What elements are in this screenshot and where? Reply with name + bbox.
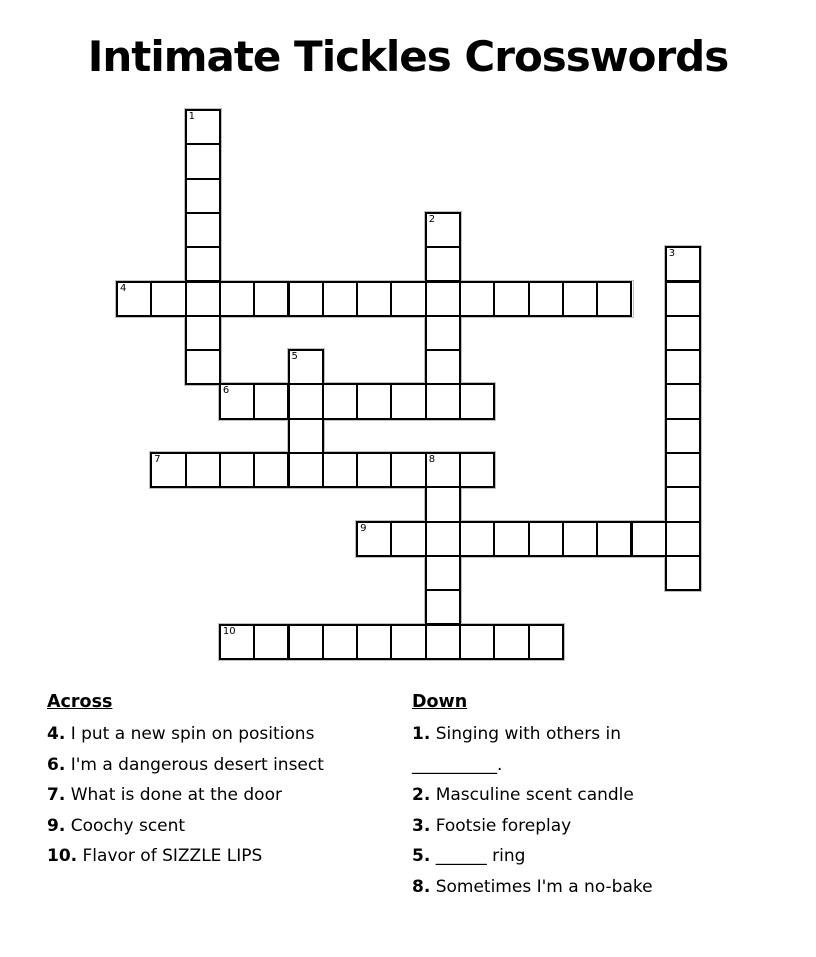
grid-cell[interactable] (528, 281, 564, 317)
clue-row (47, 719, 399, 750)
cell-number: 1 (188, 111, 195, 122)
grid-cell[interactable] (425, 315, 461, 351)
across-heading: Across (47, 692, 113, 712)
clue-text: Singing with others in __________. (412, 724, 621, 775)
clue-row (47, 780, 399, 811)
clue-row (412, 841, 690, 872)
clue-number: 4. (47, 724, 66, 744)
clue-text: ______ ring (430, 846, 526, 866)
grid-cell[interactable] (322, 281, 358, 317)
grid-cell[interactable] (356, 452, 392, 488)
grid-cell[interactable] (185, 246, 221, 282)
grid-cell[interactable] (425, 555, 461, 591)
grid-cell[interactable] (185, 452, 221, 488)
grid-cell[interactable] (390, 624, 426, 660)
grid-cell[interactable] (288, 418, 324, 454)
clue-text: Masculine scent candle (430, 785, 634, 805)
clue-text: Coochy scent (65, 815, 186, 836)
cell-number: 2 (428, 213, 436, 225)
grid-cell[interactable] (322, 383, 358, 419)
grid-cell[interactable] (288, 281, 324, 317)
grid-cell[interactable] (493, 281, 529, 317)
grid-cell[interactable] (185, 315, 221, 351)
grid-cell[interactable] (425, 246, 461, 282)
grid-cell[interactable] (185, 143, 221, 179)
clue-row (412, 811, 690, 842)
cell-number: 6 (222, 385, 230, 397)
grid-cell[interactable] (665, 418, 701, 454)
grid-cell[interactable] (528, 624, 564, 660)
grid-cell[interactable] (562, 281, 598, 317)
grid-cell[interactable] (356, 624, 392, 660)
grid-cell[interactable] (459, 452, 495, 488)
grid-cell[interactable] (459, 281, 495, 317)
grid-cell[interactable] (665, 452, 701, 488)
grid-cell[interactable] (665, 486, 701, 522)
grid-cell[interactable] (665, 315, 701, 351)
grid-cell[interactable] (631, 521, 667, 557)
clue-text: What is done at the door (65, 785, 282, 805)
clue-number: 6. (47, 754, 66, 775)
clue-row (412, 872, 690, 903)
grid-cell[interactable] (288, 383, 324, 419)
across-clues (47, 691, 399, 872)
clue-number: 3. (412, 815, 431, 836)
clue-row (47, 811, 399, 842)
down-heading: Down (412, 692, 468, 712)
grid-cell[interactable] (185, 212, 221, 248)
grid-cell[interactable] (665, 383, 701, 419)
clue-number: 8. (412, 876, 431, 897)
cell-number: 5 (291, 351, 298, 363)
grid-cell[interactable] (425, 624, 461, 660)
grid-cell[interactable] (253, 452, 289, 488)
grid-cell[interactable] (288, 452, 324, 488)
clue-row (412, 780, 690, 811)
clue-number: 5. (412, 846, 431, 866)
grid-cell[interactable] (665, 521, 701, 557)
grid-cell[interactable] (596, 281, 632, 317)
grid-cell[interactable] (493, 521, 529, 557)
clue-number: 1. (412, 724, 431, 744)
clue-text: I'm a dangerous desert insect (65, 754, 324, 775)
grid-cell[interactable] (425, 589, 461, 625)
grid-cell[interactable] (390, 521, 426, 557)
grid-cell[interactable] (288, 624, 324, 660)
grid-cell[interactable] (356, 281, 392, 317)
grid-cell[interactable] (425, 521, 461, 557)
clue-text: Flavor of SIZZLE LIPS (77, 846, 263, 866)
clue-row (412, 719, 690, 780)
grid-cell[interactable] (665, 281, 701, 317)
grid-cell[interactable] (322, 452, 358, 488)
grid-cell[interactable] (562, 521, 598, 557)
grid-cell[interactable] (459, 624, 495, 660)
grid-cell[interactable] (390, 281, 426, 317)
page-title: Intimate Tickles Crosswords (87, 32, 729, 81)
clue-text: I put a new spin on positions (65, 724, 315, 744)
grid-cell[interactable] (425, 281, 461, 317)
grid-cell[interactable] (596, 521, 632, 557)
grid-cell[interactable] (253, 281, 289, 317)
cell-number: 9 (360, 522, 367, 534)
clue-row (47, 841, 399, 872)
across-clue-list (47, 719, 399, 872)
cell-number: 10 (222, 625, 236, 637)
grid-cell[interactable] (665, 555, 701, 591)
grid-cell[interactable] (185, 281, 221, 317)
clue-row (47, 750, 399, 781)
grid-cell[interactable] (390, 383, 426, 419)
grid-cell[interactable] (390, 452, 426, 488)
grid-cell[interactable] (356, 383, 392, 419)
clue-number: 10. (47, 846, 78, 866)
grid-cell[interactable] (425, 383, 461, 419)
grid-cell[interactable] (185, 178, 221, 214)
grid-cell[interactable] (425, 349, 461, 385)
grid-cell[interactable] (528, 521, 564, 557)
grid-cell[interactable] (253, 383, 289, 419)
grid-cell[interactable] (219, 281, 255, 317)
grid-cell[interactable] (665, 349, 701, 385)
cell-number: 4 (120, 282, 127, 294)
grid-cell[interactable] (322, 624, 358, 660)
cell-number: 7 (154, 454, 161, 465)
grid-cell[interactable] (425, 486, 461, 522)
grid-cell[interactable] (219, 452, 255, 488)
grid-cell[interactable] (150, 281, 186, 317)
grid-cell[interactable] (459, 383, 495, 419)
clue-number: 9. (47, 815, 66, 836)
clue-text: Sometimes I'm a no-bake (430, 876, 653, 897)
cell-number: 3 (668, 248, 676, 260)
grid-cell[interactable] (493, 624, 529, 660)
grid-cell[interactable] (253, 624, 289, 660)
grid-cell[interactable] (185, 349, 221, 385)
clue-number: 2. (412, 785, 431, 805)
clue-text: Footsie foreplay (430, 815, 572, 836)
down-clues (412, 691, 690, 902)
clue-number: 7. (47, 785, 66, 805)
down-clue-list (412, 719, 690, 902)
cell-number: 8 (428, 454, 436, 465)
grid-cell[interactable] (459, 521, 495, 557)
